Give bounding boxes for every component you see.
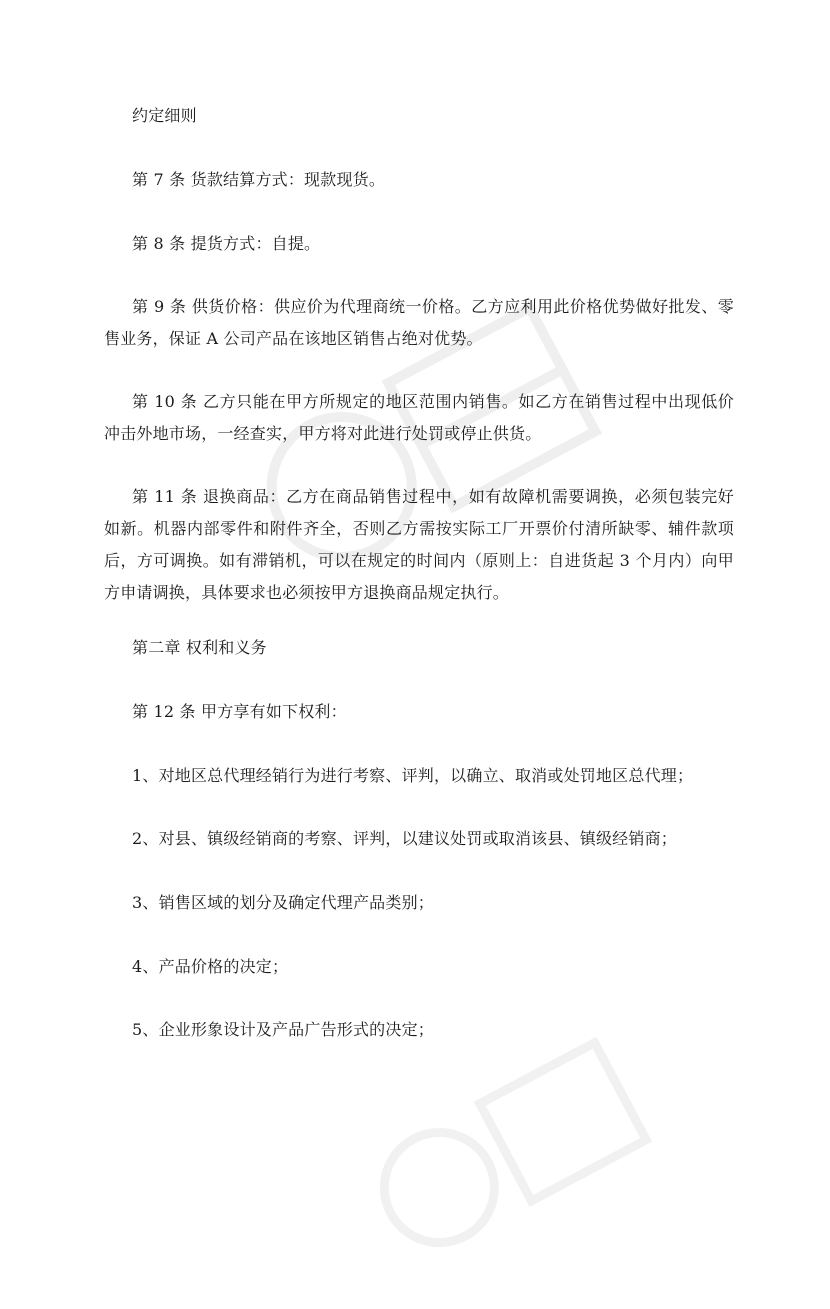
article-7: 第 7 条 货款结算方式：现款现货。: [132, 170, 386, 189]
article-10: 第 10 条 乙方只能在甲方所规定的地区范围内销售。如乙方在销售过程中出现低价冲击外地市场，一经查实，甲方将对此进行处罚或停止供货。: [104, 392, 734, 443]
chapter-2-heading: 第二章 权利和义务: [132, 638, 267, 657]
right-item-2: 2、对县、镇级经销商的考察、评判，以建议处罚或取消该县、镇级经销商；: [132, 829, 677, 848]
right-item-1: 1、对地区总代理经销行为进行考察、评判，以确立、取消或处罚地区总代理；: [132, 766, 694, 785]
right-item-3: 3、销售区域的划分及确定代理产品类别；: [132, 893, 434, 912]
section-heading: 约定细则: [132, 106, 197, 125]
right-item-5: 5、企业形象设计及产品广告形式的决定；: [132, 1020, 434, 1039]
article-8: 第 8 条 提货方式：自提。: [132, 234, 321, 253]
right-item-4: 4、产品价格的决定；: [132, 957, 289, 976]
article-11: 第 11 条 退换商品：乙方在商品销售过程中，如有故障机需要调换，必须包装完好如新。机器内部零件和附件齐全，否则乙方需按实际工厂开票价付清所缺零、辅件款项后，方可调换。如有滞销机，可以在规定的时间内（原则上：自进货起 3 个月内）向甲方申请调换，具体要求也必须按甲方退换商品规定执行。: [104, 487, 734, 602]
article-9: 第 9 条 供货价格：供应价为代理商统一价格。乙方应利用此价格优势做好批发、零售业务，保证 A 公司产品在该地区销售占绝对优势。: [104, 297, 734, 348]
article-12: 第 12 条 甲方享有如下权利：: [132, 702, 347, 721]
